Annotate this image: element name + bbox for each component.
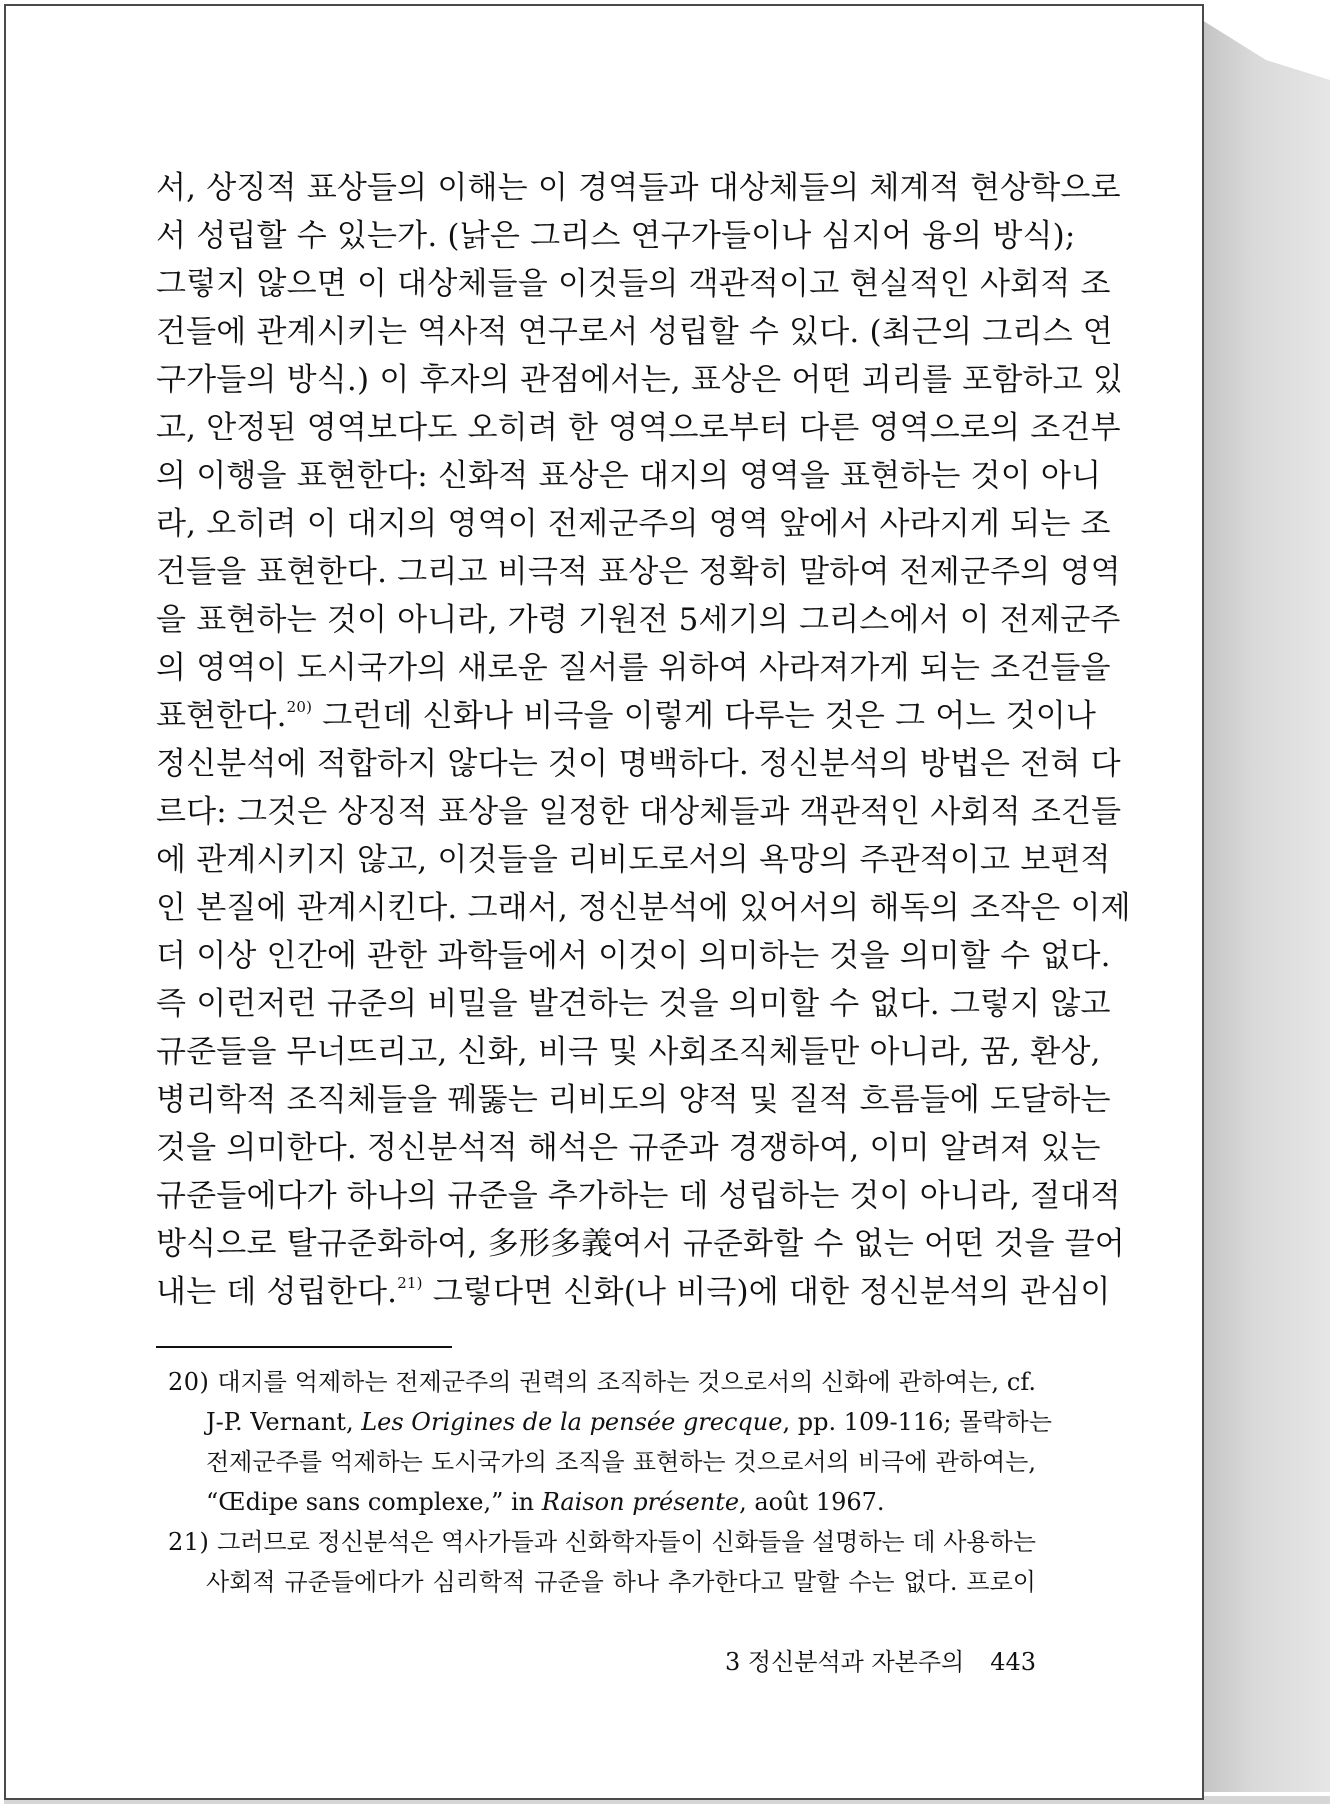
page-stack-edge xyxy=(1202,20,1330,1792)
footnote-text: 그러므로 정신분석은 역사가들과 신화학자들이 신화들을 설명하는 데 사용하는 xyxy=(217,1528,1036,1556)
text-line: 병리학적 조직체들을 꿰뚫는 리비도의 양적 및 질적 흐름들에 도달하는 xyxy=(156,1082,1111,1118)
text-fragment: 표현한다. xyxy=(156,698,287,734)
footnote-text: “Œdipe sans complexe,” in xyxy=(206,1488,542,1516)
text-line: 에 관계시키지 않고, 이것들을 리비도로서의 욕망의 주관적이고 보편적 xyxy=(156,842,1111,878)
text-fragment: 그렇다면 신화(나 비극)에 대한 정신분석의 관심이 xyxy=(422,1274,1111,1310)
text-line: 정신분석에 적합하지 않다는 것이 명백하다. 정신분석의 방법은 전혀 다 xyxy=(156,746,1121,782)
footnote-ref-21[interactable]: 21) xyxy=(397,1274,423,1292)
text-line xyxy=(156,1268,1111,1316)
text-line: 서, 상징적 표상들의 이해는 이 경역들과 대상체들의 체계적 현상학으로 xyxy=(156,170,1121,206)
text-line: 의 이행을 표현한다: 신화적 표상은 대지의 영역을 표현하는 것이 아니 xyxy=(156,458,1102,494)
text-line: 르다: 그것은 상징적 표상을 일정한 대상체들과 객관적인 사회적 조건들 xyxy=(156,794,1122,830)
text-line: 서 성립할 수 있는가. (낡은 그리스 연구가들이나 심지어 융의 방식); xyxy=(156,218,1076,254)
footnote-number: 21) xyxy=(168,1528,210,1556)
text-line: 건들에 관계시키는 역사적 연구로서 성립할 수 있다. (최근의 그리스 연 xyxy=(156,314,1113,350)
footnote-21-line: 사회적 규준들에다가 심리학적 규준을 하나 추가한다고 말할 수는 없다. 프로이 xyxy=(206,1568,1036,1596)
footnote-20-line xyxy=(168,1402,1052,1442)
footnote-20-line xyxy=(168,1482,1036,1522)
text-line: 고, 안정된 영역보다도 오히려 한 영역으로부터 다른 영역으로의 조건부 xyxy=(156,410,1121,446)
footnote-number: 20) xyxy=(168,1368,210,1396)
text-line: 라, 오히려 이 대지의 영역이 전제군주의 영역 앞에서 사라지게 되는 조 xyxy=(156,506,1111,542)
text-line: 의 영역이 도시국가의 새로운 질서를 위하여 사라져가게 되는 조건들을 xyxy=(156,650,1111,686)
text-line: 규준들을 무너뜨리고, 신화, 비극 및 사회조직체들만 아니라, 꿈, 환상, xyxy=(156,1034,1101,1070)
text-line: 즉 이런저런 규준의 비밀을 발견하는 것을 의미할 수 없다. 그렇지 않고 xyxy=(156,986,1111,1022)
text-fragment: 내는 데 성립한다. xyxy=(156,1274,398,1310)
text-fragment: 그런데 신화나 비극을 이렇게 다루는 것은 그 어느 것이나 xyxy=(312,698,1097,734)
footnote-text: , pp. 109-116; 몰락하는 xyxy=(782,1408,1052,1436)
text-line: 구가들의 방식.) 이 후자의 관점에서는, 표상은 어떤 괴리를 포함하고 있 xyxy=(156,362,1123,398)
footnote-21-line xyxy=(168,1522,1036,1562)
text-line: 건들을 표현한다. 그리고 비극적 표상은 정확히 말하여 전제군주의 영역 xyxy=(156,554,1121,590)
footnote-ref-20[interactable]: 20) xyxy=(286,698,313,716)
chapter-title: 3 정신분석과 자본주의 xyxy=(725,1648,965,1676)
footnote-20-line xyxy=(168,1362,1036,1402)
text-line: 그렇지 않으면 이 대상체들을 이것들의 객관적이고 현실적인 사회적 조 xyxy=(156,266,1111,302)
text-line: 방식으로 탈규준화하여, 多形多義여서 규준화할 수 없는 어떤 것을 끌어 xyxy=(156,1226,1125,1262)
text-line: 인 본질에 관계시킨다. 그래서, 정신분석에 있어서의 해독의 조작은 이제 xyxy=(156,890,1131,926)
text-line: 을 표현하는 것이 아니라, 가령 기원전 5세기의 그리스에서 이 전제군주 xyxy=(156,602,1121,638)
page-number: 443 xyxy=(990,1648,1036,1676)
text-line: 것을 의미한다. 정신분석적 해석은 규준과 경쟁하여, 이미 알려져 있는 xyxy=(156,1130,1101,1166)
footnote-20-line: 전제군주를 억제하는 도시국가의 조직을 표현하는 것으로서의 비극에 관하여는, xyxy=(206,1448,1036,1476)
citation-title: Raison présente xyxy=(541,1488,740,1516)
footnote-text: 대지를 억제하는 전제군주의 권력의 조직하는 것으로서의 신화에 관하여는, cf. xyxy=(217,1368,1036,1396)
footnote-divider xyxy=(156,1346,452,1348)
text-line xyxy=(156,692,1097,740)
text-line: 규준들에다가 하나의 규준을 추가하는 데 성립하는 것이 아니라, 절대적 xyxy=(156,1178,1121,1214)
footnote-text: J-P. Vernant, xyxy=(206,1408,362,1436)
citation-title: Les Origines de la pensée grecque xyxy=(361,1408,783,1436)
running-footer xyxy=(600,1642,1036,1677)
main-text xyxy=(156,164,1131,1316)
footnote-text: , août 1967. xyxy=(739,1488,885,1516)
footnotes xyxy=(168,1362,1052,1602)
text-line: 더 이상 인간에 관한 과학들에서 이것이 의미하는 것을 의미할 수 없다. xyxy=(156,938,1111,974)
